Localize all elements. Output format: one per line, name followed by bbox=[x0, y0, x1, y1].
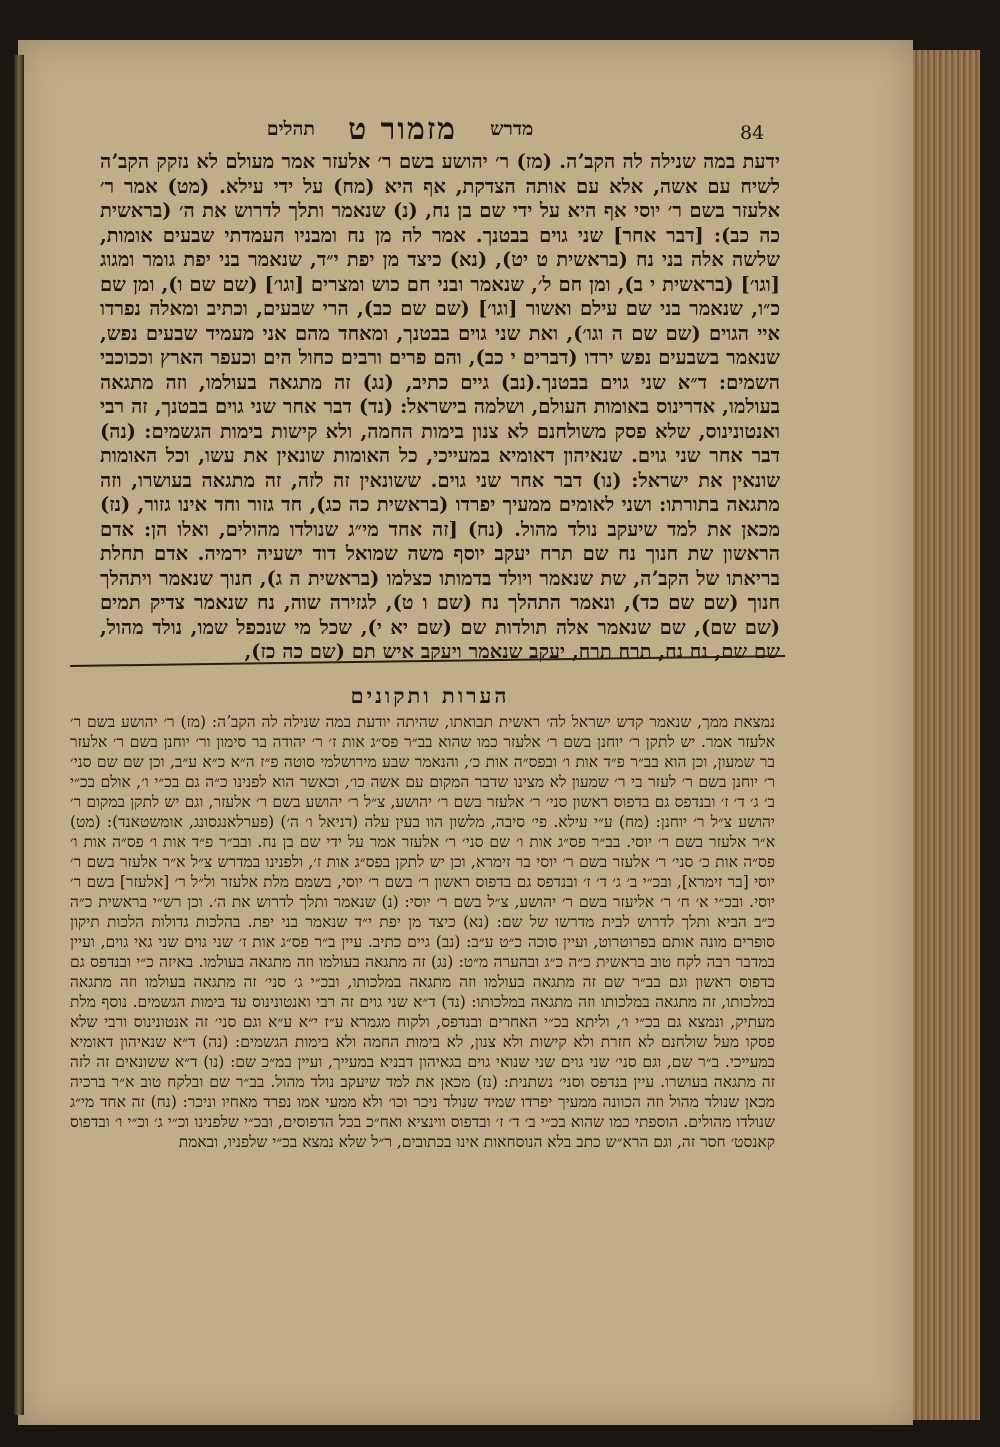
main-text-body bbox=[100, 150, 780, 663]
notes-body bbox=[70, 712, 775, 1252]
page-number: 84 bbox=[740, 122, 765, 144]
header-center-label: מזמור ט bbox=[348, 112, 457, 147]
header-right-label: תהלים bbox=[266, 118, 315, 140]
main-paragraph: ידעת במה שנילה לה הקבʼה. (מז) ר׳ יהושע בשם ר׳ אלעזר אמר מעולם לא נזקק הקבʼה לשיח עם אשה, אלא עם אותה הצדקת, אף היא (מח) על ידי עילא. (מט) אמר ר׳ אלעזר בשם ר׳ יוסי אף היא על ידי שם בן נח, (נ) שנאמר ותלך לדרוש את ה׳ (בראשית כה כב): [דבר אחר] שני גוים בבטנך. אמר לה מן נח ומבניו העמדתי שבעים אומות, שלשה אלה בני נח (בראשית ט יט), (נא) כיצד מן יפת י״ד, שנאמר בני יפת גומר ומגוג [וגו׳] (בראשית י ב), ומן חם ל׳, שנאמר ובני חם כוש ומצרים [וגו׳] (שם שם ו), ומן שם כ״ו, שנאמר בני שם עילם ואשור [וגו׳] (שם שם כב), הרי שבעים, וכתיב ומאלה נפרדו איי הגוים (שם שם ה וגו׳), ואת שני גוים בבטנך, ומאחד מהם אני מעמיד שבעים נפש, שנאמר בשבעים נפש ירדו (דברים י כב), והם פרים ורבים כחול הים וכעפר הארץ וככוכבי השמים: ד״א שני גוים בבטנך.(נב) גיים כתיב, (נג) זה מתגאה בעולמו, וזה מתגאה בעולמו, אדרינוס באומות העולם, ושלמה בישראל: (נד) דבר אחר שני גוים בבטנך, זה רבי ואנטונינוס, שלא פסק משולחנם לא צנון בימות החמה, ולא קישות בימות הגשמים: (נה) דבר אחר שני גוים. שנאיהון דאומיא במעייכי, כל האומות שונאין את עשו, וכל האומות שונאין את ישראל: (נו) דבר אחר שני גוים. ששונאין זה לזה, זה מתגאה בעושרו, וזה מתגאה בתורתו: ושני לאומים ממעיך יפרדו (בראשית כה כג), חד גזור וחד אינו גזור, (נז) מכאן את למד שיעקב נולד מהול. (נח) [זה אחד מי״ג שנולדו מהולים, ואלו הן: אדם הראשון שת חנוך נח שם תרח יעקב יוסף משה שמואל דוד ישעיה ירמיה. אדם תחלת בריאתו של הקבʼה, שת שנאמר ויולד בדמותו כצלמו (בראשית ה ג), חנוך שנאמר ויתהלך חנוך (שם שם כד), ונאמר התהלך נח (שם ו ט), לגזירה שוה, נח שנאמר צדיק תמים (שם שם), שם שנאמר אלה תולדות שם (שם יא י), שכל מי שנכפל שמו, נולד מהול, שם שם, נח נח, תרח תרח, יעקב שנאמר ויעקב איש תם (שם כה כז), bbox=[100, 150, 780, 663]
book-gutter bbox=[14, 55, 24, 1415]
header-left-label: מדרש bbox=[490, 118, 534, 140]
running-header bbox=[100, 112, 700, 148]
notes-title: הערות ותקונים bbox=[350, 683, 510, 708]
notes-paragraph: נמצאת ממך, שנאמר קדש ישראל לה׳ ראשית תבואתו, שהיתה יודעת במה שנילה לה הקבʼה: (מז) ר׳ יהושע בשם ר׳ אלעזר אמר. יש לתקן ר׳ יוחנן בשם ר׳ אלעזר כמו שהוא בב״ר פס״ג אות ז׳ ר׳ יהודה בר סימון ור׳ יוחנן בשם ר׳ אלעזר בר שמעון, וכן הוא בב״ר פ״ד אות ו׳ ובפס״ה אות כ׳, והנאמר שבע מירושלמי סוטה פ״ז ה״א כ״א ע״ב, וכן שם שם סני׳ ר׳ יוחנן בשם ר׳ לעזר בי ר׳ שמעון לא מצינו שדבר המקום עם אשה כו׳, וכאשר הוא לפנינו כ״ה גם בכ״י ו׳, אולם בכ״י ב׳ ג׳ ד׳ ז׳ ובנדפס גם בדפוס ראשון סני׳ ר׳ אלעזר בשם ר׳ יהושע, צ״ל ר׳ יהושע בשם ר׳ אלעזר, וגם יש לתקן במקום ר׳ יהושע צ״ל ר׳ יוחנן: (מח) ע״י עילא. פי׳ סיבה, מלשון הוו בעין עלה (דניאל ו׳ ה׳) (פערלאנגסונג, אומשטאנד): (מט) א״ר אלעזר בשם ר׳ יוסי. בב״ר פס״ג אות ו׳ שם סני׳ ר׳ אלעזר אמר על ידי שם בן נח. ובב״ר פ״ד אות ו׳ פס״ה אות ו׳ פס״ה אות כ׳ סני׳ ר׳ אלעזר בשם ר׳ יוסי בר זימרא, וכן יש לתקן בפס״ג אות ז׳, ולפנינו במדרש צ״ל א״ר אלעזר בשם ר׳ יוסי [בר זימרא], ובכ״י ב׳ ג׳ ד׳ ז׳ ובנדפס גם בדפוס ראשון ר׳ בשם ר׳ יוסי, בשמם מלת אלעזר ול״ל ר׳ [אלעזר] בשם ר׳ יוסי. ובכ״י א׳ ח׳ ר׳ אליעזר בשם ר׳ יהושע, צ״ל בשם ר׳ יוסי: (נ) שנאמר ותלך לדרוש את ה׳. וכן רש״י בראשית כ״ה כ״ב הביא ותלך לדרוש לבית מדרשו של שם: (נא) כיצד מן יפת י״ד שנאמר בני יפת. בהלכות גדולות הלכות תיקון סופרים מונה אותם בפרוטרוט, ועיין סוכה כ״ט ע״ב: (נב) גיים כתיב. עיין ב״ר פס״ג אות ז׳ שני גוים שני גאי גוים, ועיין במדבר רבה לקח טוב בראשית כ״ה כ״ג ובהערה מ״ט: (נג) זה מתגאה בעולמו וזה מתגאה בעולמו. באיזה כ״י ובנדפס גם בדפוס ראשון וגם בב״ר שם זה מתגאה בעולמו וזה מתגאה במלכותו, ובכ״י ג׳ סני׳ זה מתגאה בעולמו וזה מתגאה במלכותו, זה מתגאה במלכותו וזה מתגאה במלכותו: (נד) ד״א שני גוים זה רבי ואנטונינוס עד בימות הגשמים. נוסף מלת מעתיק, ונמצא גם בכ״י ו׳, וליתא בכ״י האחרים ובנדפס, ולקוח מגמרא ע״ז י״א ע״א וגם סני׳ זה אנטונינוס ורבי שלא פסקו מעל שולחנם לא חזרת ולא קישות ולא צנון, לא בימות החמה ולא בימות הגשמים: (נה) ד״א שנאיהון דאומיא במעייכי. ב״ר שם, וגם סני׳ שני גוים שני שנואי גוים בגאיהון דבניא במעייך, ועיין במ״כ שם: (נו) ד״א ששונאים זה לזה זה מתגאה בעושרו. עיין בנדפס וסני׳ נשתנית: (נז) מכאן את למד שיעקב נולד מהול. בב״ר שם ובלקח טוב א״ר ברכיה מכאן שנולד מהול וזה הכוונה ממעיך יפרדו שמיד שנולד ניכר וכו׳ ולא ממעי אמו נפרד מאחיו וניכר: (נח) זה אחד מי״ג שנולדו מהולים. הוספתי כמו שהוא בכ״י ב׳ ד׳ ז׳ ובדפוס ווינציא ואח״כ בכל הדפוסים, ובכ״י שלפנינו וכ״י ג׳ וכ״י ו׳ ובדפוס קאנסט׳ חסר זה, וגם הרא״ש כתב בלא הנוסחאות אינו בכתובים, ר״ל שלא נמצא בכ״י שלפניו, ובאמת bbox=[70, 713, 775, 1151]
